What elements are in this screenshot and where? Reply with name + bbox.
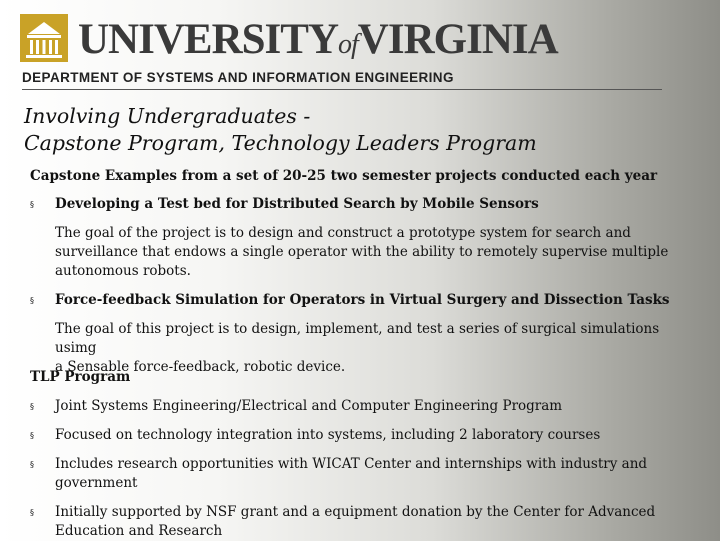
description-line: a Sensable force-feedback, robotic device. [55, 359, 346, 375]
tlp-item [55, 503, 655, 541]
bullet-icon: § [30, 402, 34, 411]
header-divider [22, 89, 662, 90]
wordmark-university: UNIVERSITY [78, 16, 339, 63]
tlp-heading: TLP Program [30, 369, 131, 385]
tlp-item-line: Initially supported by NSF grant and a equipment donation by the Center for Advanced [55, 504, 656, 520]
capstone-item-description [55, 224, 675, 281]
title-line-2: Capstone Program, Technology Leaders Program [24, 131, 537, 155]
tlp-item-line: Joint Systems Engineering/Electrical and Computer Engineering Program [55, 398, 563, 414]
tlp-item [55, 397, 562, 416]
wordmark-of: of [338, 29, 358, 60]
rotunda-icon [20, 14, 68, 62]
capstone-item-description [55, 320, 675, 377]
tlp-item-line: government [55, 475, 138, 491]
tlp-item-line: Includes research opportunities with WICAT Center and internships with industry and [55, 456, 648, 472]
bullet-icon: § [30, 508, 34, 517]
bullet-icon: § [30, 431, 34, 440]
title-line-1: Involving Undergraduates - [24, 104, 311, 128]
description-line: surveillance that endows a single operator with the ability to remotely supervise multiple [55, 244, 669, 260]
tlp-item [55, 455, 647, 493]
description-line: The goal of this project is to design, implement, and test a series of surgical simulations usimg [55, 321, 660, 356]
bullet-icon: § [30, 460, 34, 469]
slide-title [24, 103, 537, 157]
wordmark-virginia: VIRGINIA [357, 16, 558, 63]
tlp-item-line: Focused on technology integration into systems, including 2 laboratory courses [55, 427, 601, 443]
header-banner [0, 0, 720, 90]
tlp-item [55, 426, 600, 445]
capstone-heading: Capstone Examples from a set of 20-25 two semester projects conducted each year [30, 168, 658, 184]
capstone-item-title: Force-feedback Simulation for Operators in Virtual Surgery and Dissection Tasks [55, 292, 670, 308]
tlp-item-line: Education and Research [55, 523, 223, 539]
description-line: autonomous robots. [55, 263, 191, 279]
capstone-item-title: Developing a Test bed for Distributed Search by Mobile Sensors [55, 196, 539, 212]
bullet-icon: § [30, 296, 34, 305]
university-wordmark [78, 18, 558, 66]
department-name: DEPARTMENT OF SYSTEMS AND INFORMATION ENGINEERING [22, 70, 454, 85]
description-line: The goal of the project is to design and construct a prototype system for search and [55, 225, 631, 241]
bullet-icon: § [30, 200, 34, 209]
